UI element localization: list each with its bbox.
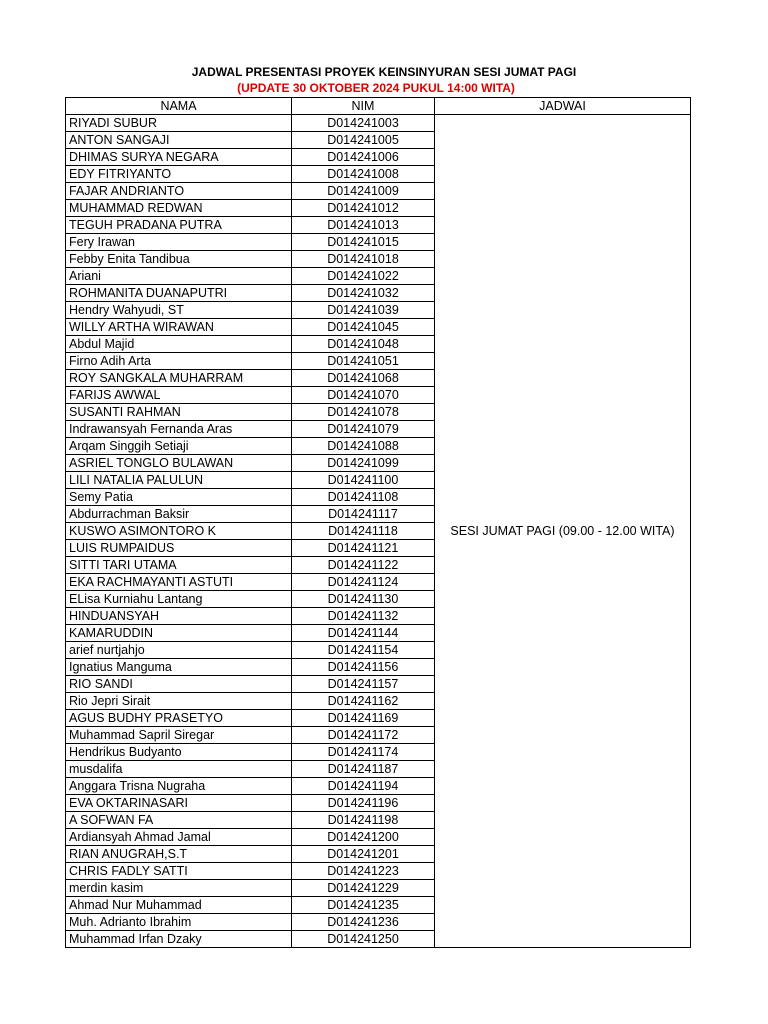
cell-nama: EVA OKTARINASARI bbox=[66, 795, 292, 812]
cell-nama: Arqam Singgih Setiaji bbox=[66, 438, 292, 455]
cell-nama: Muhammad Sapril Siregar bbox=[66, 727, 292, 744]
cell-nama: FAJAR ANDRIANTO bbox=[66, 183, 292, 200]
cell-nim: D014241229 bbox=[292, 880, 435, 897]
cell-nama: RIYADI SUBUR bbox=[66, 115, 292, 132]
cell-nama: ELisa Kurniahu Lantang bbox=[66, 591, 292, 608]
cell-nama: EDY FITRIYANTO bbox=[66, 166, 292, 183]
cell-nim: D014241015 bbox=[292, 234, 435, 251]
cell-nama: FARIJS AWWAL bbox=[66, 387, 292, 404]
cell-nim: D014241157 bbox=[292, 676, 435, 693]
cell-nim: D014241154 bbox=[292, 642, 435, 659]
cell-nama: Fery Irawan bbox=[66, 234, 292, 251]
cell-nama: HINDUANSYAH bbox=[66, 608, 292, 625]
cell-nama: RIAN ANUGRAH,S.T bbox=[66, 846, 292, 863]
cell-nim: D014241194 bbox=[292, 778, 435, 795]
cell-nim: D014241156 bbox=[292, 659, 435, 676]
cell-nama: ASRIEL TONGLO BULAWAN bbox=[66, 455, 292, 472]
cell-nim: D014241006 bbox=[292, 149, 435, 166]
cell-nim: D014241198 bbox=[292, 812, 435, 829]
cell-nama: Semy Patia bbox=[66, 489, 292, 506]
cell-nama: DHIMAS SURYA NEGARA bbox=[66, 149, 292, 166]
cell-nim: D014241132 bbox=[292, 608, 435, 625]
cell-nim: D014241005 bbox=[292, 132, 435, 149]
cell-nim: D014241130 bbox=[292, 591, 435, 608]
cell-nama: RIO SANDI bbox=[66, 676, 292, 693]
cell-nama: SITTI TARI UTAMA bbox=[66, 557, 292, 574]
cell-nim: D014241172 bbox=[292, 727, 435, 744]
cell-nama: Hendrikus Budyanto bbox=[66, 744, 292, 761]
cell-nama: Ariani bbox=[66, 268, 292, 285]
cell-nama: KUSWO ASIMONTORO K bbox=[66, 523, 292, 540]
cell-nama: KAMARUDDIN bbox=[66, 625, 292, 642]
cell-nama: Hendry Wahyudi, ST bbox=[66, 302, 292, 319]
cell-nama: LUIS RUMPAIDUS bbox=[66, 540, 292, 557]
document-subtitle: (UPDATE 30 OKTOBER 2024 PUKUL 14:00 WITA) bbox=[237, 81, 515, 95]
cell-nama: merdin kasim bbox=[66, 880, 292, 897]
cell-nama: Ahmad Nur Muhammad bbox=[66, 897, 292, 914]
cell-nama: Febby Enita Tandibua bbox=[66, 251, 292, 268]
cell-nama: TEGUH PRADANA PUTRA bbox=[66, 217, 292, 234]
cell-nama: musdalifa bbox=[66, 761, 292, 778]
cell-nim: D014241117 bbox=[292, 506, 435, 523]
cell-nim: D014241099 bbox=[292, 455, 435, 472]
cell-nama: SUSANTI RAHMAN bbox=[66, 404, 292, 421]
cell-nama: Muhammad Irfan Dzaky bbox=[66, 931, 292, 948]
cell-nama: Indrawansyah Fernanda Aras bbox=[66, 421, 292, 438]
cell-nim: D014241048 bbox=[292, 336, 435, 353]
cell-nama: Abdurrachman Baksir bbox=[66, 506, 292, 523]
cell-nama: Muh. Adrianto Ibrahim bbox=[66, 914, 292, 931]
header-jadwal: JADWAI bbox=[435, 98, 691, 115]
table-body bbox=[66, 115, 691, 948]
schedule-table bbox=[65, 97, 691, 948]
cell-nim: D014241078 bbox=[292, 404, 435, 421]
table-header-row bbox=[66, 98, 691, 115]
cell-nim: D014241100 bbox=[292, 472, 435, 489]
cell-nim: D014241013 bbox=[292, 217, 435, 234]
cell-nim: D014241196 bbox=[292, 795, 435, 812]
cell-nim: D014241009 bbox=[292, 183, 435, 200]
cell-nim: D014241070 bbox=[292, 387, 435, 404]
cell-nama: Firno Adih Arta bbox=[66, 353, 292, 370]
table-row bbox=[66, 115, 691, 132]
cell-nim: D014241108 bbox=[292, 489, 435, 506]
cell-nim: D014241236 bbox=[292, 914, 435, 931]
cell-nama: EKA RACHMAYANTI ASTUTI bbox=[66, 574, 292, 591]
cell-nim: D014241187 bbox=[292, 761, 435, 778]
document-title: JADWAL PRESENTASI PROYEK KEINSINYURAN SESI JUMAT PAGI bbox=[191, 65, 577, 79]
cell-nim: D014241022 bbox=[292, 268, 435, 285]
cell-nim: D014241201 bbox=[292, 846, 435, 863]
cell-nim: D014241223 bbox=[292, 863, 435, 880]
cell-nim: D014241039 bbox=[292, 302, 435, 319]
cell-nim: D014241008 bbox=[292, 166, 435, 183]
cell-nim: D014241068 bbox=[292, 370, 435, 387]
cell-nim: D014241169 bbox=[292, 710, 435, 727]
cell-nama: Rio Jepri Sirait bbox=[66, 693, 292, 710]
cell-nama: Ardiansyah Ahmad Jamal bbox=[66, 829, 292, 846]
cell-nama: Abdul Majid bbox=[66, 336, 292, 353]
cell-nim: D014241250 bbox=[292, 931, 435, 948]
cell-nim: D014241051 bbox=[292, 353, 435, 370]
cell-nim: D014241018 bbox=[292, 251, 435, 268]
cell-nama: WILLY ARTHA WIRAWAN bbox=[66, 319, 292, 336]
cell-nama: ROY SANGKALA MUHARRAM bbox=[66, 370, 292, 387]
cell-nim: D014241235 bbox=[292, 897, 435, 914]
cell-nim: D014241079 bbox=[292, 421, 435, 438]
cell-nim: D014241088 bbox=[292, 438, 435, 455]
cell-nim: D014241162 bbox=[292, 693, 435, 710]
cell-nama: ROHMANITA DUANAPUTRI bbox=[66, 285, 292, 302]
cell-nama: arief nurtjahjo bbox=[66, 642, 292, 659]
cell-nim: D014241118 bbox=[292, 523, 435, 540]
cell-nim: D014241045 bbox=[292, 319, 435, 336]
cell-nama: LILI NATALIA PALULUN bbox=[66, 472, 292, 489]
cell-nim: D014241200 bbox=[292, 829, 435, 846]
cell-nama: CHRIS FADLY SATTI bbox=[66, 863, 292, 880]
cell-nim: D014241032 bbox=[292, 285, 435, 302]
cell-nama: AGUS BUDHY PRASETYO bbox=[66, 710, 292, 727]
cell-nama: MUHAMMAD REDWAN bbox=[66, 200, 292, 217]
header-nim: NIM bbox=[292, 98, 435, 115]
cell-nim: D014241012 bbox=[292, 200, 435, 217]
cell-nim: D014241124 bbox=[292, 574, 435, 591]
header-nama: NAMA bbox=[66, 98, 292, 115]
cell-nama: A SOFWAN FA bbox=[66, 812, 292, 829]
cell-nim: D014241144 bbox=[292, 625, 435, 642]
cell-nama: Anggara Trisna Nugraha bbox=[66, 778, 292, 795]
cell-nim: D014241121 bbox=[292, 540, 435, 557]
cell-nama: ANTON SANGAJI bbox=[66, 132, 292, 149]
cell-jadwal-session: SESI JUMAT PAGI (09.00 - 12.00 WITA) bbox=[435, 115, 691, 948]
cell-nama: Ignatius Manguma bbox=[66, 659, 292, 676]
cell-nim: D014241122 bbox=[292, 557, 435, 574]
cell-nim: D014241003 bbox=[292, 115, 435, 132]
cell-nim: D014241174 bbox=[292, 744, 435, 761]
